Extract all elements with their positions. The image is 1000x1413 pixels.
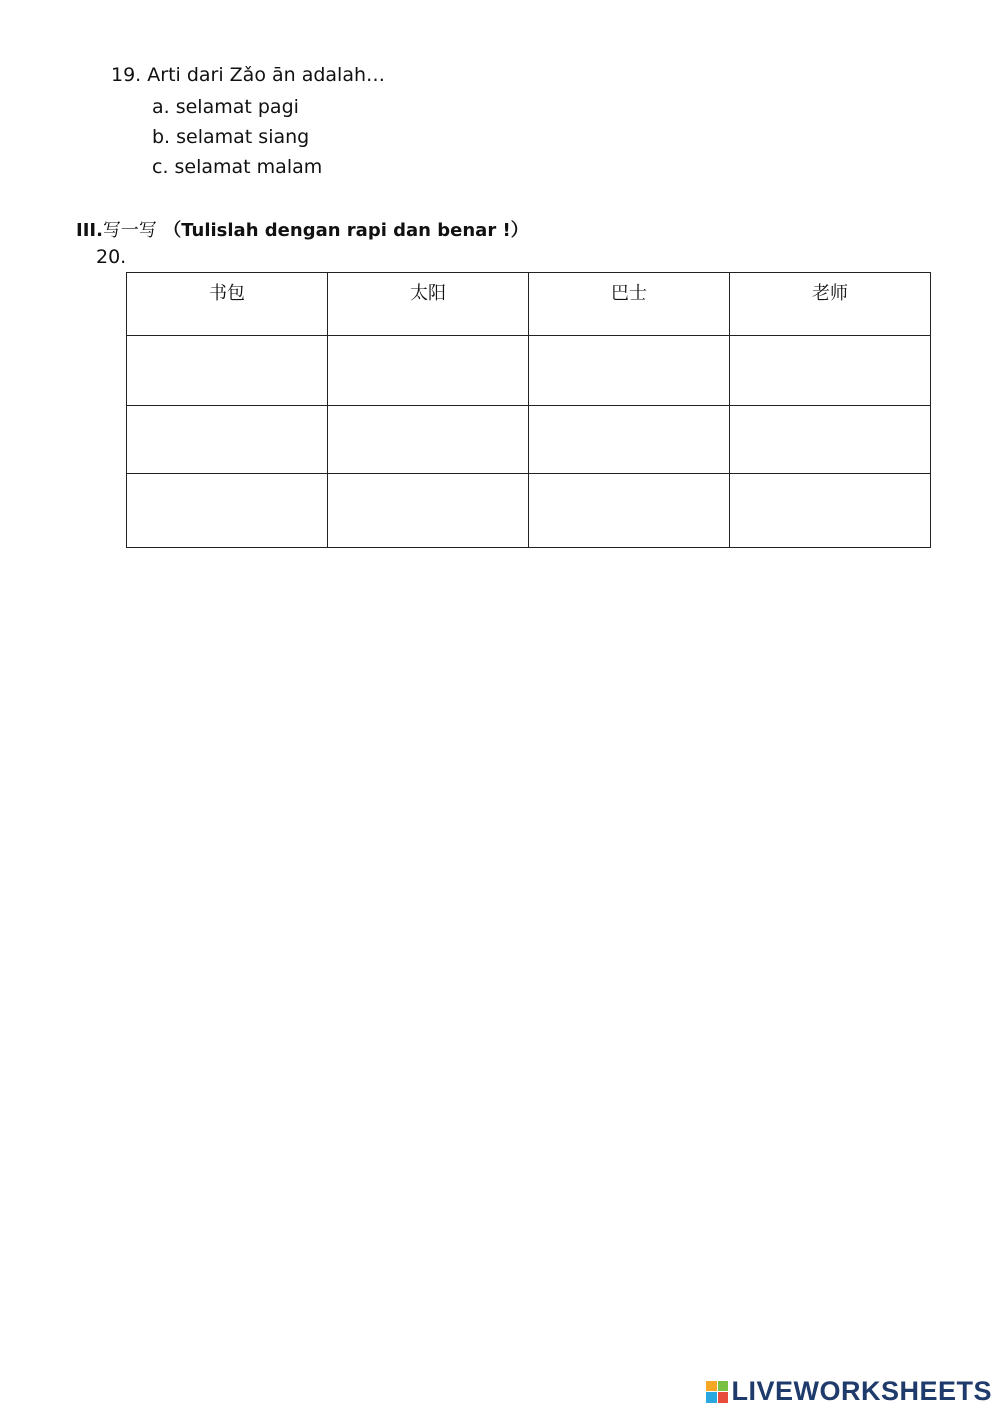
liveworksheets-watermark <box>706 1376 992 1407</box>
writing-cell[interactable] <box>529 406 730 474</box>
section-instruction: （Tulislah dengan rapi dan benar !） <box>163 220 529 241</box>
grid-header-cell: 书包 <box>127 273 328 336</box>
writing-cell[interactable] <box>730 336 931 406</box>
writing-cell[interactable] <box>328 336 529 406</box>
logo-square <box>706 1392 717 1403</box>
writing-grid <box>126 272 931 548</box>
writing-cell[interactable] <box>127 406 328 474</box>
grid-header-cell: 老师 <box>730 273 931 336</box>
grid-header-cell: 巴士 <box>529 273 730 336</box>
writing-cell[interactable] <box>529 336 730 406</box>
section-prefix: III. <box>76 220 103 241</box>
writing-cell[interactable] <box>328 406 529 474</box>
writing-cell[interactable] <box>328 474 529 548</box>
section-title-chinese: 写一写 <box>102 220 157 241</box>
option-b: b. selamat siang <box>152 126 310 148</box>
grid-blank-row <box>127 406 931 474</box>
writing-cell[interactable] <box>730 474 931 548</box>
grid-blank-row <box>127 336 931 406</box>
question-19: 19. Arti dari Zǎo ān adalah… <box>111 64 386 86</box>
grid-blank-row <box>127 474 931 548</box>
grid-header-cell: 太阳 <box>328 273 529 336</box>
liveworksheets-logo-icon <box>706 1381 728 1403</box>
logo-square <box>706 1381 717 1392</box>
grid-header-row <box>127 273 931 336</box>
option-a: a. selamat pagi <box>152 96 299 118</box>
writing-cell[interactable] <box>127 474 328 548</box>
section-heading <box>76 216 529 242</box>
logo-square <box>718 1392 729 1403</box>
writing-cell[interactable] <box>730 406 931 474</box>
writing-cell[interactable] <box>529 474 730 548</box>
writing-cell[interactable] <box>127 336 328 406</box>
watermark-text: LIVEWORKSHEETS <box>731 1376 992 1406</box>
option-c: c. selamat malam <box>152 156 323 178</box>
question-20-number: 20. <box>96 246 127 268</box>
logo-square <box>718 1381 729 1392</box>
